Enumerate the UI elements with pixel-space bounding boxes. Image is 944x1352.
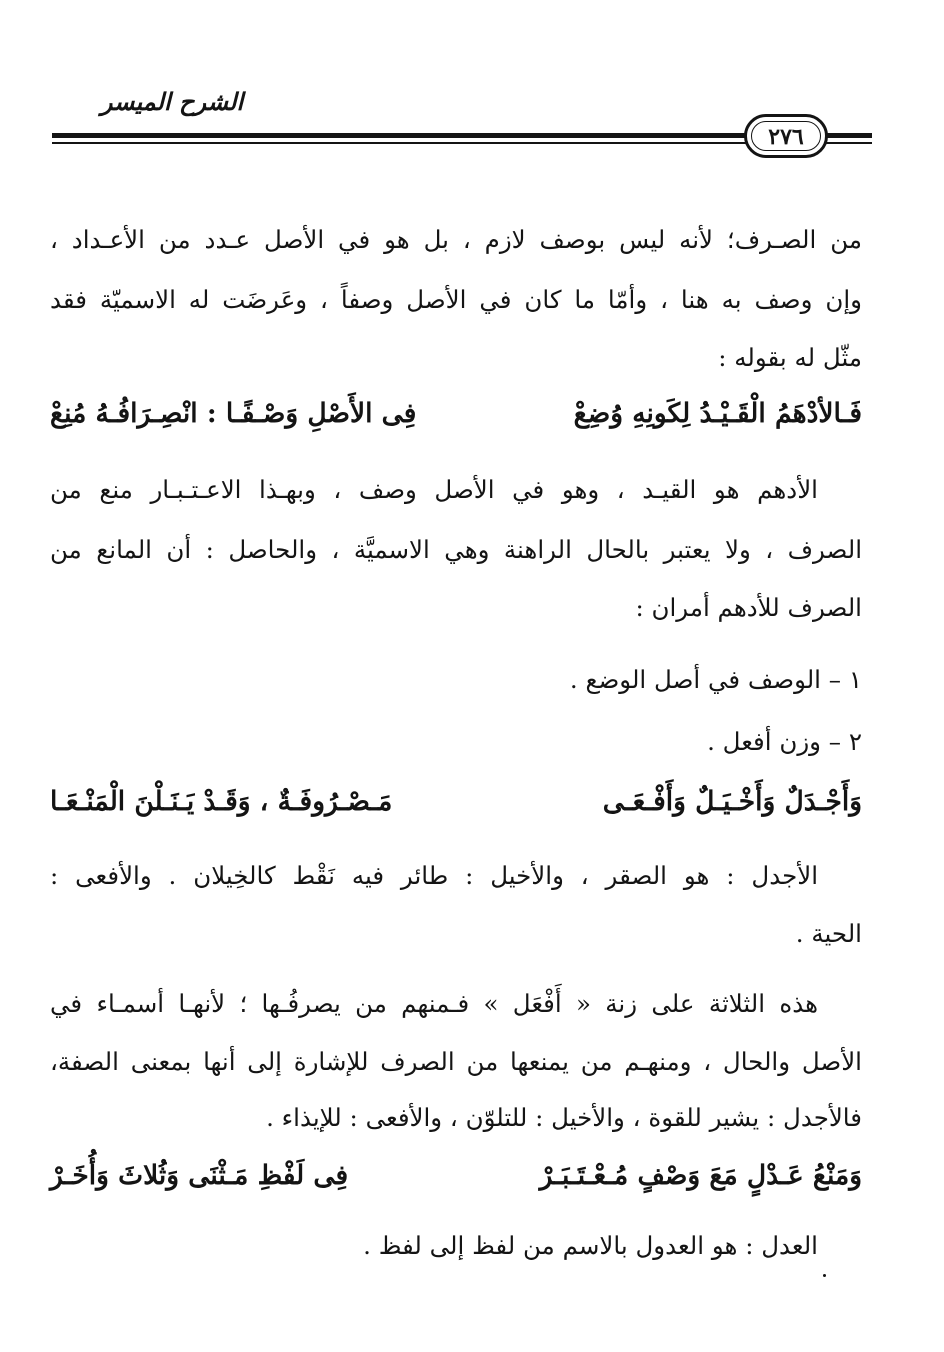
verse-2-first-hemistich: وَأَجْـدَلٌ وَأَخْـيَـلٌ وَأَفْـعَـى [602, 786, 862, 817]
verse-3-second-hemistich: فِى لَفْظِ مَـثْنَى وَثُلاثَ وَأُخَـرْ [50, 1160, 349, 1191]
paragraph-1-line-2: وإن وصف به هنا ، وأمّا ما كان في الأصل وصفاً ، وعَرضَت له الاسميّة فقد [50, 285, 862, 314]
list-item-2: ٢ – وزن أفعل . [707, 727, 862, 756]
paragraph-4-line-3: فالأجدل : يشير للقوة ، والأخيل : للتلوّن ، والأفعى : للإيذاء . [266, 1103, 862, 1132]
page-number: ٢٧٦ [768, 124, 804, 150]
verse-2-second-hemistich: مَـصْـرُوفَـةٌ ، وَقَـدْ يَـنَـلْنَ الْمَنْـعَـا [50, 786, 393, 817]
verse-3-first-hemistich: وَمَنْعُ عَـدْلٍ مَعَ وَصْفٍ مُـعْـتَـبَـرْ [539, 1160, 862, 1191]
verse-1-second-hemistich: فِى الأَصْلِ وَصْـفًـا : انْصِـرَافُـهُ مُنِعْ [50, 398, 417, 429]
print-speck [823, 1274, 826, 1277]
paragraph-1-line-1: من الصـرف؛ لأنه ليس بوصف لازم ، بل هو في الأصل عـدد من الأعـداد ، [50, 225, 862, 254]
list-item-1: ١ – الوصف في أصل الوضع . [569, 665, 862, 694]
verse-2 [50, 780, 862, 824]
paragraph-3-line-2: الحية . [795, 919, 862, 948]
verse-1 [50, 392, 862, 436]
paragraph-3-line-1: الأجدل : هو الصقر ، والأخيل : طائر فيه نَقْط كالخِيلان . والأفعى : [50, 861, 818, 890]
paragraph-2-line-2: الصرف ، ولا يعتبر بالحال الراهنة وهي الاسميَّة ، والحاصل : أن المانع من [50, 535, 862, 564]
paragraph-4-line-2: الأصل والحال ، ومنهـم من يمنعها من الصرف للإشارة إلى أنها بمعنى الصفة، [50, 1047, 862, 1076]
book-title: الشرح الميسر [100, 88, 244, 116]
paragraph-2-line-3: الصرف للأدهم أمران : [635, 593, 862, 622]
paragraph-2-line-1: الأدهم هو القيـد ، وهو في الأصل وصف ، وبهـذا الاعـتـبـار منع من [50, 475, 818, 504]
paragraph-4-line-1: هذه الثلاثة على زنة « أَفْعَل » فـمنهم من يصرفُـها ؛ لأنهـا أسمـاء في [50, 989, 818, 1018]
verse-3 [50, 1154, 862, 1198]
paragraph-1-line-3: مثّل له بقوله : [718, 343, 862, 372]
verse-1-first-hemistich: فَـالأدْهَمُ الْقَـيْـدُ لِكَونِهِ وُضِعْ [573, 398, 862, 429]
page-body [50, 0, 862, 1352]
paragraph-5-line-1: العدل : هو العدول بالاسم من لفظ إلى لفظ . [363, 1231, 818, 1260]
